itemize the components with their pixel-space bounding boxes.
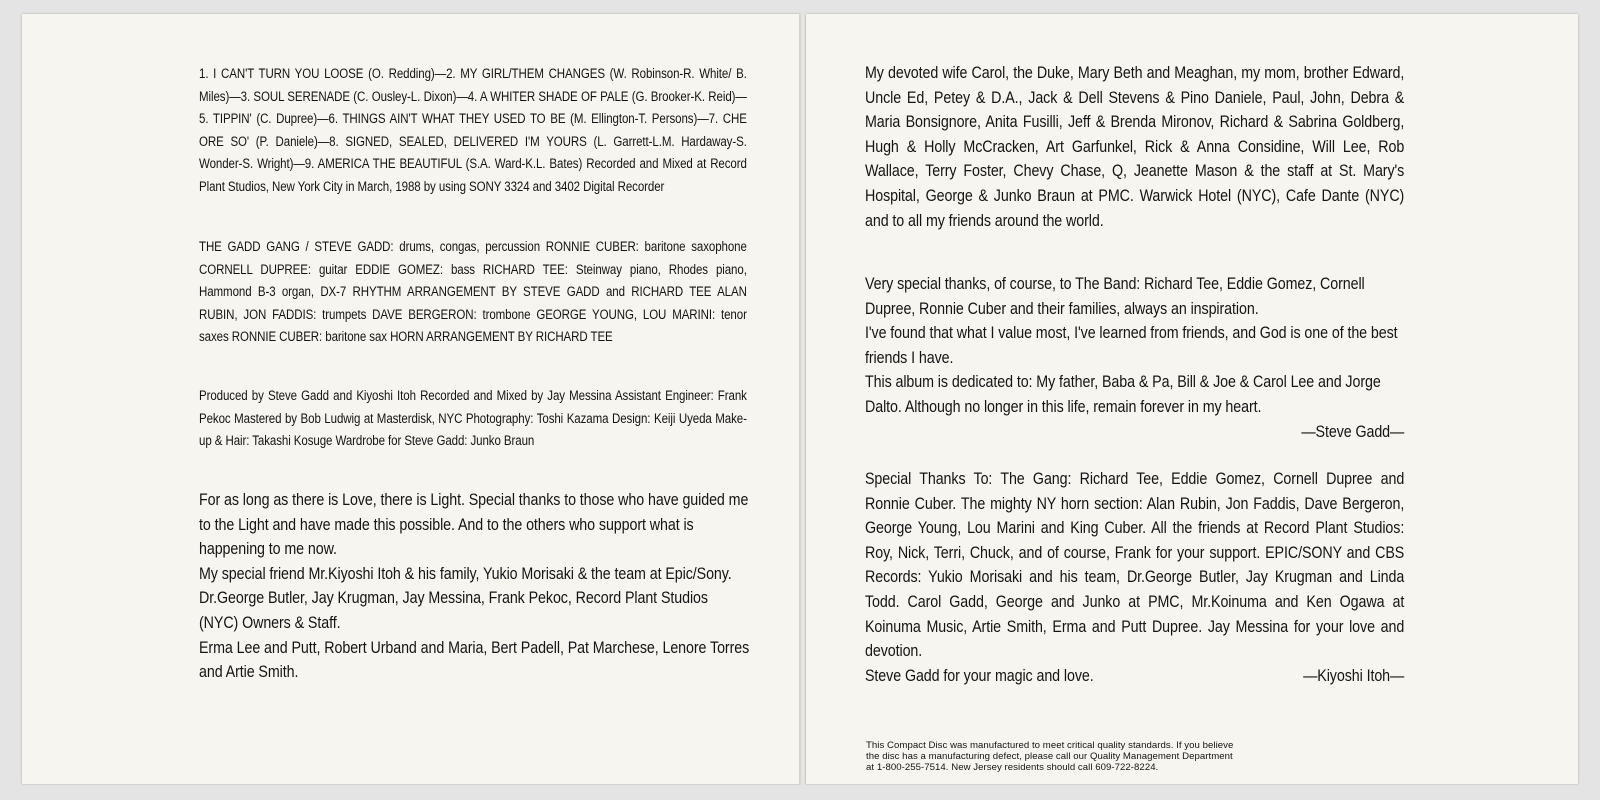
- personnel-text: THE GADD GANG / STEVE GADD: drums, congas, percussion RONNIE CUBER: baritone saxophone CORNELL DUPREE: guitar EDDIE GOMEZ: bass RICHARD TEE: Steinway piano, Rhodes piano, Hammond B-3 organ, DX-7 RHYTHM ARRANGEMENT BY STEVE GADD and RICHARD TEE ALAN RUBIN, JON FADDIS: trumpets DAVE BERGERON: trombone GEORGE YOUNG, LOU MARINI: tenor saxes RONNIE CUBER: baritone sax HORN ARRANGEMENT BY RICHARD TEE: [199, 239, 747, 344]
- thanks-light-text: For as long as there is Love, there is Light. Special thanks to those who have guided me to the Light and have made this possible. And to the others who support what is happening to me now.: [199, 490, 749, 559]
- itoh-thanks-text: Special Thanks To: The Gang: Richard Tee, Eddie Gomez, Cornell Dupree and Ronnie Cuber. The mighty NY horn section: Alan Rubin, Jon Faddis, Dave Bergeron, George Young, Lou Marini and King Cuber. All the friends at Record Plant Studios: Roy, Nick, Terri, Chuck, and of course, Frank for your support. EPIC/SONY and CBS Records: Yukio Morisaki and his team, Dr.George Butler, Jay Krugman and Linda Todd. Carol Gadd, George and Junko at PMC, Mr.Koinuma and Ken Ogawa at Koinuma Music, Artie Smith, Erma and Putt Dupree. Jay Messina for your love and devotion.: [865, 469, 1405, 661]
- disclaimer-line-1: This Compact Disc was manufactured to meet critical quality standards. If you believe: [866, 740, 1234, 751]
- disclaimer-line-2: the disc has a manufacturing defect, please call our Quality Management Department: [866, 751, 1233, 762]
- disclaimer-line-3: at 1-800-255-7514. New Jersey residents should call 609-722-8224.: [866, 762, 1159, 773]
- family-thanks-text: My devoted wife Carol, the Duke, Mary Beth and Meaghan, my mom, brother Edward, Uncle Ed, Petey & D.A., Jack & Dell Stevens & Pino Daniele, Paul, John, Debra & Maria Bonsignore, Anita Fusilli, Jeff & Brenda Mironov, Richard & Sabrina Goldberg, Hugh & Holly McCracken, Art Garfunkel, Rick & Anna Considine, Will Lee, Rob Wallace, Terry Foster, Chevy Chase, Q, Jeanette Mason & the staff at St. Mary's Hospital, George & Junko Braun at PMC. Warwick Hotel (NYC), Cafe Dante (NYC) and to all my friends around the world.: [865, 63, 1405, 230]
- thanks-friends-text: My special friend Mr.Kiyoshi Itoh & his family, Yukio Morisaki & the team at Epic/Sony. Dr.George Butler, Jay Krugman, Jay Messina, Frank Pekoc, Record Plant Studios (NYC) Owners & Staff.: [199, 563, 732, 632]
- credits-text: Produced by Steve Gadd and Kiyoshi Itoh Recorded and Mixed by Jay Messina Assistant Engineer: Frank Pekoc Mastered by Bob Ludwig at Masterdisk, NYC Photography: Toshi Kazama Design: Keiji Uyeda Make-up & Hair: Takashi Kosuge Wardrobe for Steve Gadd: Junko Braun: [199, 388, 747, 448]
- steve-gadd-thanks: [199, 488, 749, 685]
- dedication-text: This album is dedicated to: My father, Baba & Pa, Bill & Joe & Carol Lee and Jorge Dalto. Although no longer in this life, remain forever in my heart.: [865, 372, 1381, 416]
- credits-paragraph: [199, 385, 747, 453]
- steve-gadd-signature: —Steve Gadd—: [1301, 421, 1405, 441]
- thanks-others-text: Erma Lee and Putt, Robert Urband and Maria, Bert Padell, Pat Marchese, Lenore Torres and Artie Smith.: [199, 637, 750, 682]
- itoh-last-line: [865, 664, 1404, 689]
- kiyoshi-itoh-signature: —Kiyoshi Itoh—: [1303, 665, 1405, 685]
- friends-value-text: I've found that what I value most, I've learned from friends, and God is one of the best friends I have.: [865, 323, 1398, 367]
- band-thanks-text: Very special thanks, of course, to The Band: Richard Tee, Eddie Gomez, Cornell Dupree, Ronnie Cuber and their families, always an inspiration.: [865, 274, 1365, 318]
- tracklist-text: 1. I CAN'T TURN YOU LOOSE (O. Redding)—2. MY GIRL/THEM CHANGES (W. Robinson-R. White/ B. Miles)—3. SOUL SERENADE (C. Ousley-L. Dixon)—4. A WHITER SHADE OF PALE (G. Brooker-K. Reid)—5. TIPPIN' (C. Dupree)—6. THINGS AIN'T WHAT THEY USED TO BE (M. Ellington-T. Persons)—7. CHE ORE SO' (P. Daniele)—8. SIGNED, SEALED, DELIVERED I'M YOURS (L. Garrett-L.M. Hardaway-S. Wonder-S. Wright)—9. AMERICA THE BEAUTIFUL (S.A. Ward-K.L. Bates) Recorded and Mixed at Record Plant Studios, New York City in March, 1988 by using SONY 3324 and 3402 Digital Recorder: [199, 66, 747, 194]
- itoh-last-text: Steve Gadd for your magic and love.: [865, 665, 1094, 685]
- itoh-thanks-paragraph: [865, 467, 1404, 688]
- family-thanks-paragraph: [865, 61, 1404, 233]
- personnel-paragraph: [199, 236, 747, 349]
- band-thanks-paragraph: [865, 272, 1404, 444]
- tracklist-paragraph: [199, 63, 747, 198]
- quality-disclaimer: [866, 740, 1366, 773]
